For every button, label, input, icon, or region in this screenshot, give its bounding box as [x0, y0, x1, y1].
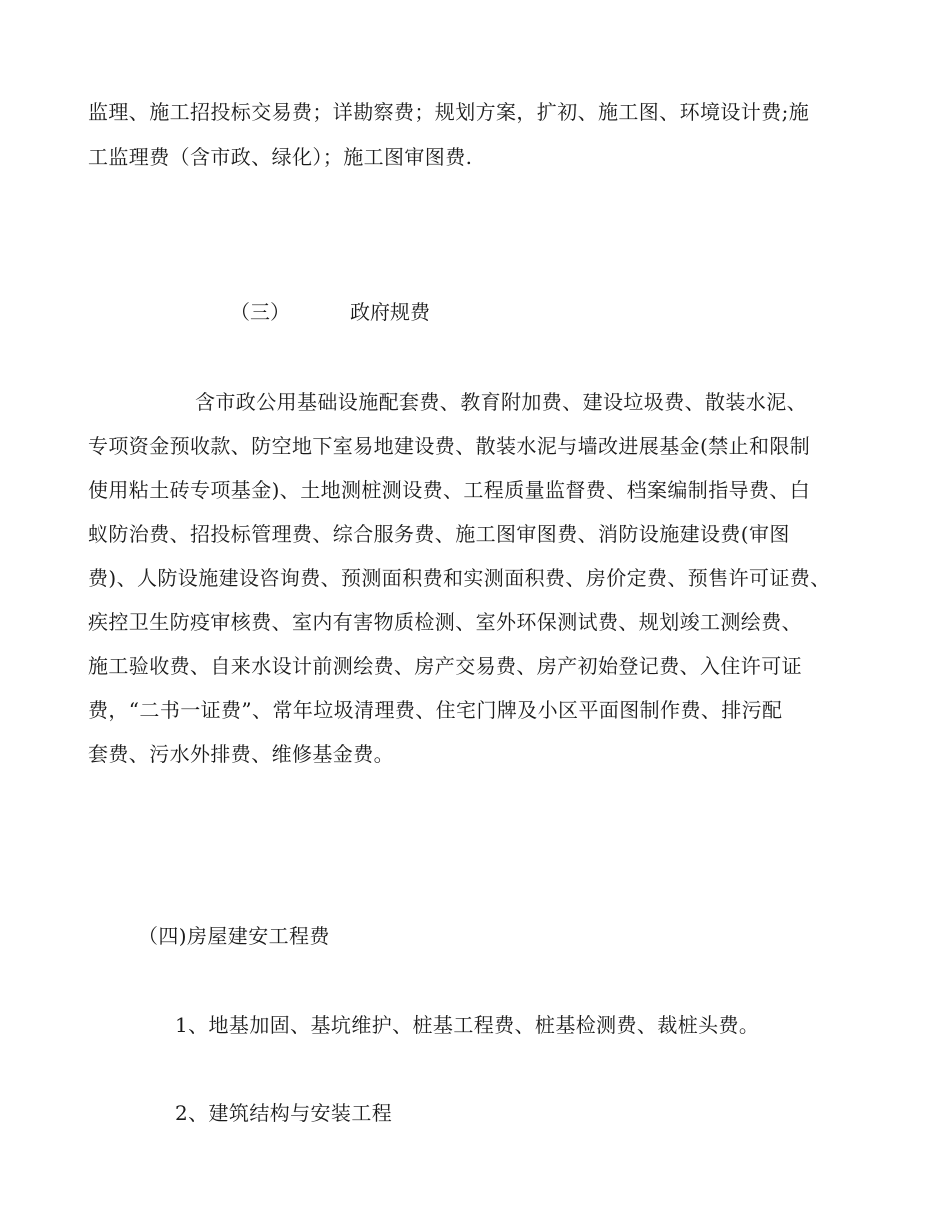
section-3-paragraph-line-1: 含市政公用基础设施配套费、教育附加费、建设垃圾费、散装水泥、 [195, 390, 807, 414]
section-3-number: （三） [230, 300, 290, 324]
section-3-title: 政府规费 [350, 300, 430, 324]
section-3-paragraph-line-9: 套费、污水外排费、维修基金费。 [88, 742, 394, 766]
section-3-paragraph-line-3: 使用粘土砖专项基金)、土地测桩测设费、工程质量监督费、档案编制指导费、白 [88, 478, 811, 502]
section-3-paragraph-line-4: 蚁防治费、招投标管理费、综合服务费、施工图审图费、消防设施建设费(审图 [88, 522, 790, 546]
section-3-paragraph-line-8: 费，“二书一证费”、常年垃圾清理费、住宅门牌及小区平面图制作费、排污配 [88, 698, 783, 722]
section-3-paragraph-line-7: 施工验收费、自来水设计前测绘费、房产交易费、房产初始登记费、入住许可证 [88, 654, 802, 678]
section-4-item-1: 1、地基加固、基坑维护、桩基工程费、桩基检测费、裁桩头费。 [175, 1013, 760, 1037]
section-3-paragraph-line-6: 疾控卫生防疫审核费、室内有害物质检测、室外环保测试费、规划竣工测绘费、 [88, 610, 802, 634]
intro-line-2: 工监理费（含市政、绿化）；施工图审图费. [88, 145, 473, 169]
section-3-paragraph-line-2: 专项资金预收款、防空地下室易地建设费、散装水泥与墙改进展基金(禁止和限制 [88, 434, 811, 458]
intro-line-1: 监理、施工招投标交易费；详勘察费；规划方案，扩初、施工图、环境设计费;施 [88, 100, 810, 124]
section-4-heading: （四)房屋建安工程费 [138, 924, 330, 948]
section-4-item-2: 2、建筑结构与安装工程 [175, 1101, 393, 1125]
section-3-paragraph-line-5: 费)、人防设施建设咨询费、预测面积费和实测面积费、房价定费、预售许可证费、 [88, 566, 831, 590]
